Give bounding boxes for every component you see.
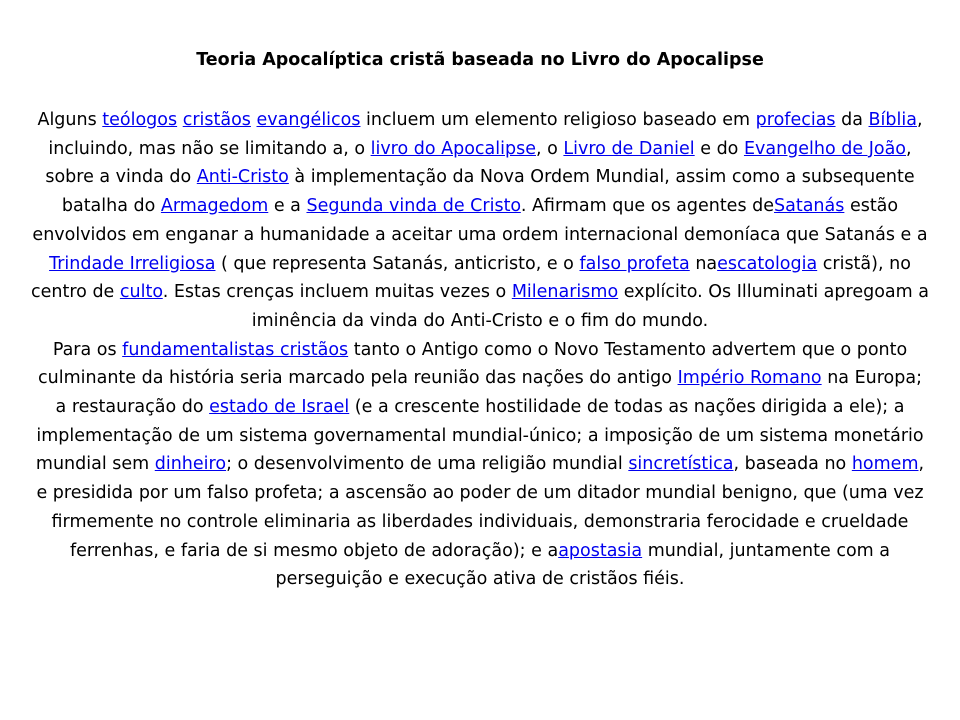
link-dinheiro[interactable]: dinheiro <box>154 454 227 475</box>
link-milenarismo[interactable]: Milenarismo <box>511 282 619 303</box>
text-run: da <box>835 110 869 130</box>
link-satanás[interactable]: Satanás <box>774 196 845 217</box>
text-run: . Estas crenças incluem muitas vezes o <box>162 282 512 303</box>
paragraph-2 <box>30 336 930 594</box>
text-run: explícito. Os Illuminati apregoam a iminência da vinda do Anti-Cristo e o fim do mundo. <box>251 282 929 331</box>
link-livro-do-apocalipse[interactable]: livro do Apocalipse <box>370 138 536 159</box>
text-run: . Afirmam que os agentes de <box>520 196 775 217</box>
text-run: , baseada no <box>733 454 852 475</box>
link-armagedom[interactable]: Armagedom <box>160 196 269 217</box>
slide-body <box>30 106 930 594</box>
link-sincretística[interactable]: sincretística <box>628 454 734 475</box>
paragraph-1 <box>30 106 930 336</box>
text-run: e do <box>694 138 744 159</box>
text-run: à implementação da Nova Ordem Mundial, assim como a subsequente batalha do <box>61 167 915 217</box>
text-run: estão envolvidos em enganar a humanidade a aceitar uma ordem internacional demoníaca que Satanás e a <box>32 196 928 245</box>
text-run: Alguns <box>37 110 103 130</box>
text-run: , sobre a vinda do <box>45 138 912 188</box>
link-evangélicos[interactable]: evangélicos <box>256 110 361 130</box>
text-run: incluem um elemento religioso baseado em <box>360 110 756 130</box>
text-run: (e a crescente hostilidade de todas as nações dirigida a ele); a implementação de um sistema governamental mundial-único; a imposição de um sistema monetário mundial sem <box>35 397 924 475</box>
link-apostasia[interactable]: apostasia <box>558 540 643 561</box>
link-homem[interactable]: homem <box>851 454 919 475</box>
link-cristãos[interactable]: cristãos <box>182 110 251 130</box>
link-segunda-vinda-de-cristo[interactable]: Segunda vinda de Cristo <box>306 196 521 217</box>
link-trindade-irreligiosa[interactable]: Trindade Irreligiosa <box>49 253 216 274</box>
link-teólogos[interactable]: teólogos <box>102 110 178 130</box>
link-escatologia[interactable]: escatologia <box>717 253 818 274</box>
link-culto[interactable]: culto <box>119 282 163 303</box>
text-run: Para os <box>52 339 123 360</box>
text-run: e a <box>268 196 307 217</box>
text-run: ( que representa Satanás, anticristo, e o <box>215 253 580 274</box>
link-império-romano[interactable]: Império Romano <box>677 368 822 389</box>
link-bíblia[interactable]: Bíblia <box>868 110 917 130</box>
text-run: na <box>689 253 718 274</box>
text-run: mundial, juntamente com a perseguição e execução ativa de cristãos fiéis. <box>275 540 891 590</box>
link-fundamentalistas-cristãos[interactable]: fundamentalistas cristãos <box>122 339 349 360</box>
link-falso-profeta[interactable]: falso profeta <box>579 253 690 274</box>
slide-title: Teoria Apocalíptica cristã baseada no Livro do Apocalipse <box>196 50 764 70</box>
link-anti-cristo[interactable]: Anti-Cristo <box>196 167 289 188</box>
text-run: ; o desenvolvimento de uma religião mundial <box>226 454 629 475</box>
text-run: cristã), no centro de <box>31 253 911 303</box>
link-evangelho-de-joão[interactable]: Evangelho de João <box>743 138 907 159</box>
link-profecias[interactable]: profecias <box>755 110 836 130</box>
link-estado-de-israel[interactable]: estado de Israel <box>209 397 350 418</box>
link-livro-de-daniel[interactable]: Livro de Daniel <box>563 138 695 159</box>
text-run: , o <box>535 138 564 159</box>
text-run: , incluindo, mas não se limitando a, o <box>48 110 923 159</box>
text-run: tanto o Antigo como o Novo Testamento advertem que o ponto culminante da história seria marcado pela reunião das nações do antigo <box>38 339 908 389</box>
text-run: na Europa; a restauração do <box>55 368 922 418</box>
text-run: , e presidida por um falso profeta; a ascensão ao poder de um ditador mundial benigno, que (uma vez firmemente no controle eliminaria as liberdades individuais, demonstraria ferocidade e crueldade ferrenhas, e faria de si mesmo objeto de adoração); e a <box>36 454 925 561</box>
